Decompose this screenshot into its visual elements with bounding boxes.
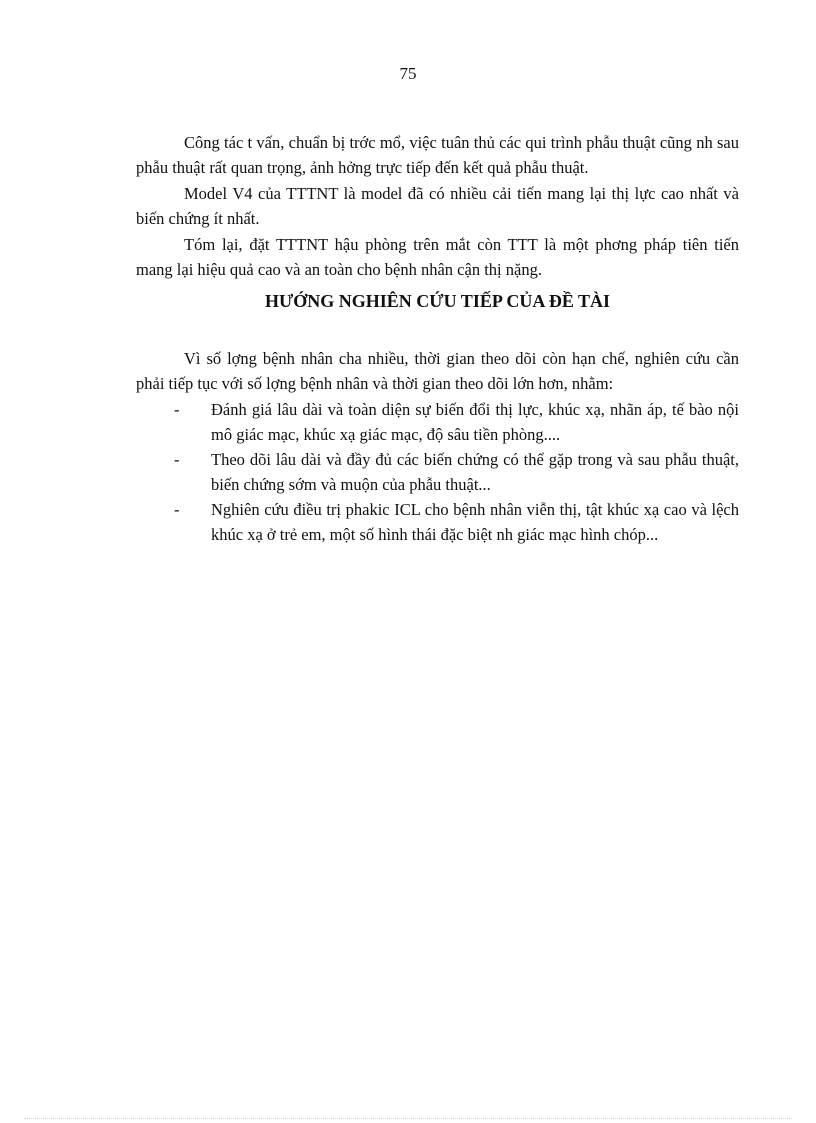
page-number: 75 bbox=[399, 64, 417, 83]
list-marker: - bbox=[174, 450, 180, 469]
section-heading: HƯỚNG NGHIÊN CỨU TIẾP CỦA ĐỀ TÀI bbox=[264, 291, 611, 311]
paragraph-model-v4: Model V4 của TTTNT là model đã có nhiều cải tiến mang lại thị lực cao nhất và biến chứng ít nhất. bbox=[136, 184, 739, 228]
page-bottom-divider bbox=[24, 1118, 792, 1119]
list-item-text: Theo dõi lâu dài và đầy đủ các biến chứng có thể gặp trong và sau phẫu thuật, biến chứng sớm và muộn của phẫu thuật... bbox=[211, 450, 739, 494]
document-body bbox=[136, 130, 739, 547]
paragraph-intro: Vì số lợng bệnh nhân cha nhiều, thời gian theo dõi còn hạn chế, nghiên cứu cần phải tiếp tục với số lợng bệnh nhân và thời gian theo dõi lớn hơn, nhằm: bbox=[136, 349, 739, 393]
list-item bbox=[136, 447, 739, 497]
list-marker: - bbox=[174, 500, 180, 519]
list-item bbox=[136, 497, 739, 547]
list-marker: - bbox=[174, 400, 180, 419]
list-item-text: Nghiên cứu điều trị phakic ICL cho bệnh nhân viễn thị, tật khúc xạ cao và lệch khúc xạ ở trẻ em, một số hình thái đặc biệt nh giác mạc hình chóp... bbox=[211, 500, 739, 544]
research-directions-list bbox=[136, 397, 739, 547]
paragraph-counseling: Công tác t vấn, chuẩn bị trớc mổ, việc tuân thủ các qui trình phẫu thuật cũng nh sau phẫu thuật rất quan trọng, ảnh hởng trực tiếp đến kết quả phẫu thuật. bbox=[136, 133, 739, 177]
paragraph-conclusion: Tóm lại, đặt TTTNT hậu phòng trên mắt còn TTT là một phơng pháp tiên tiến mang lại hiệu quả cao và an toàn cho bệnh nhân cận thị nặng. bbox=[136, 235, 739, 279]
list-item-text: Đánh giá lâu dài và toàn diện sự biến đổi thị lực, khúc xạ, nhãn áp, tế bào nội mô giác mạc, khúc xạ giác mạc, độ sâu tiền phòng.... bbox=[211, 400, 739, 444]
list-item bbox=[136, 397, 739, 447]
